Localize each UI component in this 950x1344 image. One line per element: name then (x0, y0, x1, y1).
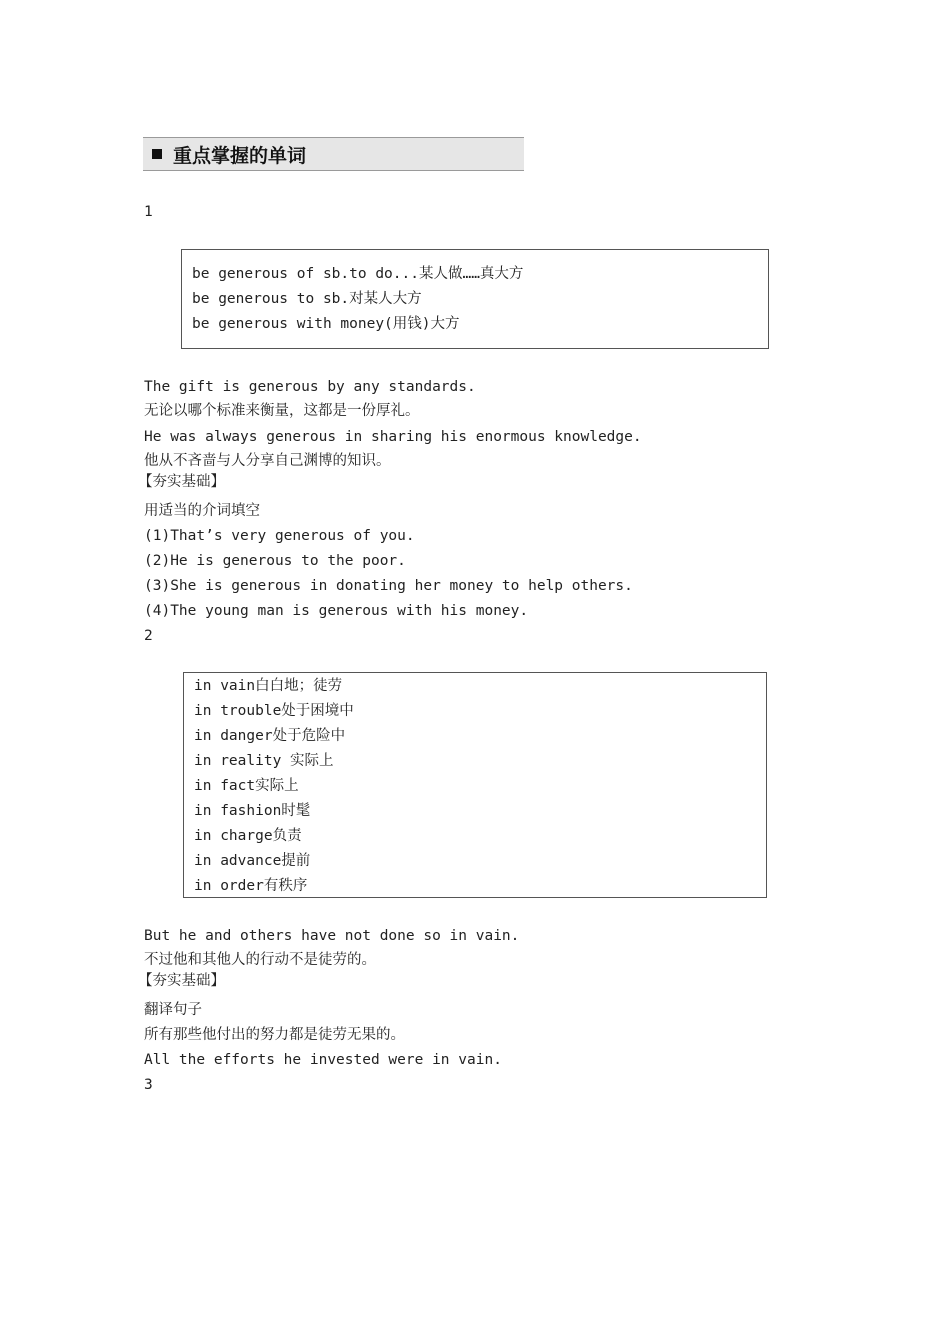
practice-line: (1)That’s very generous of you. (144, 528, 415, 544)
phrase-line: in reality 实际上 (194, 753, 334, 769)
practice-line: (4)The young man is generous with his money. (144, 603, 529, 619)
phrase-line: in trouble处于困境中 (194, 703, 354, 719)
example-sentence: But he and others have not done so in vain. (144, 928, 520, 944)
phrase-box (183, 672, 767, 898)
practice-line: All the efforts he invested were in vain. (144, 1052, 502, 1068)
item-number: 2 (144, 628, 153, 644)
phrase-line: be generous with money(用钱)大方 (192, 316, 460, 332)
example-translation: 无论以哪个标准来衡量，这都是一份厚礼。 (144, 403, 420, 419)
example-translation: 不过他和其他人的行动不是徒劳的。 (144, 952, 376, 968)
example-sentence: The gift is generous by any standards. (144, 379, 476, 395)
phrase-line: in advance提前 (194, 853, 311, 869)
practice-line: (2)He is generous to the poor. (144, 553, 406, 569)
phrase-line: in danger处于危险中 (194, 728, 346, 744)
phrase-line: be generous of sb.to do...某人做……真大方 (192, 266, 524, 282)
phrase-line: in charge负责 (194, 828, 302, 844)
phrase-line: be generous to sb.对某人大方 (192, 291, 422, 307)
phrase-line: in fact实际上 (194, 778, 299, 794)
practice-label: 【夯实基础】 (138, 973, 225, 989)
example-sentence: He was always generous in sharing his enormous knowledge. (144, 429, 642, 445)
section-title: 重点掌握的单词 (173, 144, 307, 167)
practice-label: 【夯实基础】 (138, 474, 225, 490)
phrase-line: in vain白白地；徒劳 (194, 678, 343, 694)
practice-instruction: 翻译句子 (144, 1002, 202, 1018)
phrase-box (181, 249, 769, 349)
item-number: 3 (144, 1077, 153, 1093)
section-header (143, 137, 524, 171)
practice-instruction: 用适当的介词填空 (144, 503, 260, 519)
phrase-line: in fashion时髦 (194, 803, 311, 819)
practice-line: (3)She is generous in donating her money to help others. (144, 578, 633, 594)
example-translation: 他从不吝啬与人分享自己渊博的知识。 (144, 453, 391, 469)
item-number: 1 (144, 204, 153, 220)
practice-line: 所有那些他付出的努力都是徒劳无果的。 (144, 1027, 405, 1043)
black-square-icon (152, 149, 162, 159)
phrase-line: in order有秩序 (194, 878, 308, 894)
